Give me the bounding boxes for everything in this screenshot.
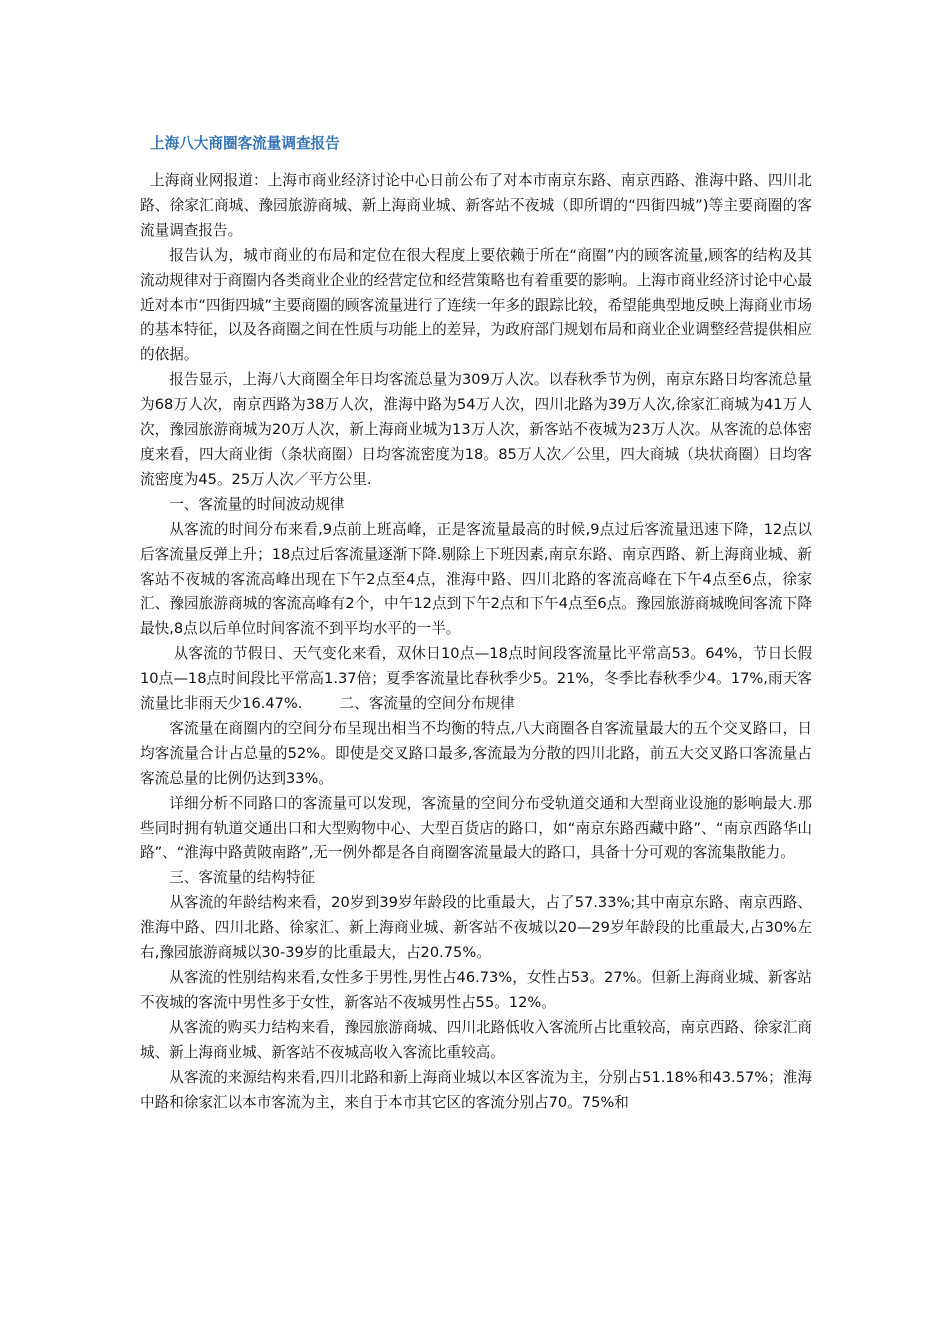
- document-page: [140, 132, 812, 1115]
- paragraph-intersection-analysis: 详细分析不同路口的客流量可以发现，客流量的空间分布受轨道交通和大型商业设施的影响最大.那些同时拥有轨道交通出口和大型购物中心、大型百货店的路口，如“南京东路西藏中路”、“南京西路华山路”、“淮海中路黄陂南路”,无一例外都是各自商圈客流量最大的路口，具备十分可观的客流集散能力。: [140, 794, 812, 862]
- paragraph-source-structure: 从客流的来源结构来看,四川北路和新上海商业城以本区客流为主，分别占51.18%和43.57%；淮海中路和徐家汇以本市客流为主，来自于本市其它区的客流分别占70。75%和: [140, 1068, 812, 1111]
- section-heading-structure: 三、客流量的结构特征: [169, 869, 316, 887]
- paragraph-report-figures: 报告显示，上海八大商圈全年日均客流总量为309万人次。以春秋季节为例，南京东路日均客流总量为68万人次，南京西路为38万人次，淮海中路为54万人次，四川北路为39万人次,徐家汇商城为41万人次，豫园旅游商城为20万人次，新上海商业城为13万人次，新客站不夜城为23万人次。从客流的总体密度来看，四大商业街（条状商圈）日均客流密度为18。85万人次／公里，四大商城（块状商圈）日均客流密度为45。25万人次／平方公里.: [140, 371, 812, 488]
- paragraph-holiday-weather: 从客流的节假日、天气变化来看，双休日10点—18点时间段客流量比平常高53。64%，节日长假10点—18点时间段比平常高1.37倍；夏季客流量比春秋季少5。21%，冬季比春秋季少4。17%,雨天客流量比非雨天少16.47%. 二、客流量的空间分布规律: [140, 645, 812, 713]
- section-heading-time: 一、客流量的时间波动规律: [169, 495, 345, 513]
- document-title: 上海八大商圈客流量调查报告: [150, 135, 340, 152]
- paragraph-age-structure: 从客流的年龄结构来看，20岁到39岁年龄段的比重最大，占了57.33%;其中南京东路、南京西路、淮海中路、四川北路、徐家汇、新上海商业城、新客站不夜城以20—29岁年龄段的比重最大,占30%左右,豫园旅游商城以30-39岁的比重最大，占20.75%。: [140, 894, 812, 962]
- paragraph-gender-structure: 从客流的性别结构来看,女性多于男性,男性占46.73%，女性占53。27%。但新上海商业城、新客站不夜城的客流中男性多于女性，新客站不夜城男性占55。12%。: [140, 969, 812, 1011]
- paragraph-space-distribution: 客流量在商圈内的空间分布呈现出相当不均衡的特点,八大商圈各自客流量最大的五个交叉路口，日均客流量合计占总量的52%。即使是交叉路口最多,客流最为分散的四川北路，前五大交叉路口客流量占客流总量的比例仍达到33%。: [140, 719, 812, 787]
- paragraph-time-distribution: 从客流的时间分布来看,9点前上班高峰，正是客流量最高的时候,9点过后客流量迅速下降，12点以后客流量反弹上升；18点过后客流量逐渐下降.剔除上下班因素,南京东路、南京西路、新上海商业城、新客站不夜城的客流高峰出现在下午2点至4点，淮海中路、四川北路的客流高峰在下午4点至6点，徐家汇、豫园旅游商城的客流高峰有2个，中午12点到下午2点和下午4点至6点。豫园旅游商城晚间客流下降最快,8点以后单位时间客流不到平均水平的一半。: [140, 520, 812, 638]
- paragraph-report-view: 报告认为，城市商业的布局和定位在很大程度上要依赖于所在“商圈”内的顾客流量,顾客的结构及其流动规律对于商圈内各类商业企业的经营定位和经营策略也有着重要的影响。上海市商业经济讨论中心最近对本市“四街四城”主要商圈的顾客流量进行了连续一年多的跟踪比较，希望能典型地反映上海商业市场的基本特征，以及各商圈之间在性质与功能上的差异，为政府部门规划布局和商业企业调整经营提供相应的依据。: [140, 246, 812, 364]
- paragraph-purchasing-power: 从客流的购买力结构来看，豫园旅游商城、四川北路低收入客流所占比重较高，南京西路、徐家汇商城、新上海商业城、新客站不夜城高收入客流比重较高。: [140, 1018, 812, 1061]
- paragraph-intro: 上海商业网报道：上海市商业经济讨论中心日前公布了对本市南京东路、南京西路、淮海中路、四川北路、徐家汇商城、豫园旅游商城、新上海商业城、新客站不夜城（即所谓的“四街四城”)等主要商圈的客流量调查报告。: [140, 172, 812, 239]
